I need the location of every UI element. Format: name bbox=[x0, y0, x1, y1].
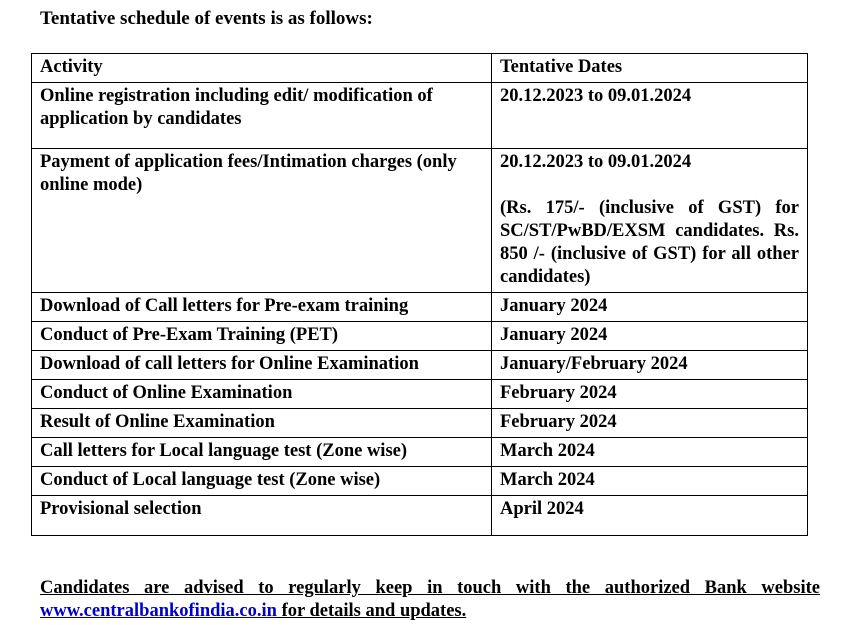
table-row bbox=[32, 496, 808, 536]
activity-cell: Download of call letters for Online Examination bbox=[32, 351, 492, 380]
table-row bbox=[32, 83, 808, 149]
table-row bbox=[32, 409, 808, 438]
footer-note bbox=[40, 577, 820, 623]
activity-cell: Online registration including edit/ modification of application by candidates bbox=[32, 83, 492, 149]
activity-cell: Download of Call letters for Pre-exam training bbox=[32, 293, 492, 322]
table-row bbox=[32, 351, 808, 380]
table-header-row bbox=[32, 54, 808, 83]
fee-note: (Rs. 175/- (inclusive of GST) for SC/ST/PwBD/EXSM candidates. Rs. 850 /- (inclusive of GST) for all other candidates) bbox=[500, 198, 799, 287]
footer-text-after: for details and updates. bbox=[276, 601, 467, 621]
dates-cell: April 2024 bbox=[492, 496, 808, 536]
activity-cell: Result of Online Examination bbox=[32, 409, 492, 438]
dates-cell bbox=[492, 149, 808, 293]
dates-cell: March 2024 bbox=[492, 467, 808, 496]
dates-cell: 20.12.2023 to 09.01.2024 bbox=[492, 83, 808, 149]
dates-cell: January 2024 bbox=[492, 293, 808, 322]
schedule-table bbox=[31, 53, 808, 536]
dates-cell: February 2024 bbox=[492, 380, 808, 409]
table-row bbox=[32, 380, 808, 409]
header-dates: Tentative Dates bbox=[492, 54, 808, 83]
table-row bbox=[32, 149, 808, 293]
table-row bbox=[32, 322, 808, 351]
activity-cell: Payment of application fees/Intimation charges (only online mode) bbox=[32, 149, 492, 293]
activity-cell: Provisional selection bbox=[32, 496, 492, 536]
dates-cell: March 2024 bbox=[492, 438, 808, 467]
table-row bbox=[32, 293, 808, 322]
dates-value: 20.12.2023 to 09.01.2024 bbox=[500, 152, 692, 172]
activity-cell: Conduct of Online Examination bbox=[32, 380, 492, 409]
table-row bbox=[32, 467, 808, 496]
table-row bbox=[32, 438, 808, 467]
footer-text-before: Candidates are advised to regularly keep in touch with the authorized Bank website bbox=[40, 578, 820, 598]
dates-cell: January 2024 bbox=[492, 322, 808, 351]
header-activity: Activity bbox=[32, 54, 492, 83]
activity-cell: Call letters for Local language test (Zone wise) bbox=[32, 438, 492, 467]
dates-cell: February 2024 bbox=[492, 409, 808, 438]
activity-cell: Conduct of Local language test (Zone wise) bbox=[32, 467, 492, 496]
dates-cell: January/February 2024 bbox=[492, 351, 808, 380]
schedule-heading: Tentative schedule of events is as follows: bbox=[40, 8, 373, 29]
bank-website-link[interactable]: www.centralbankofindia.co.in bbox=[40, 601, 277, 621]
activity-cell: Conduct of Pre-Exam Training (PET) bbox=[32, 322, 492, 351]
